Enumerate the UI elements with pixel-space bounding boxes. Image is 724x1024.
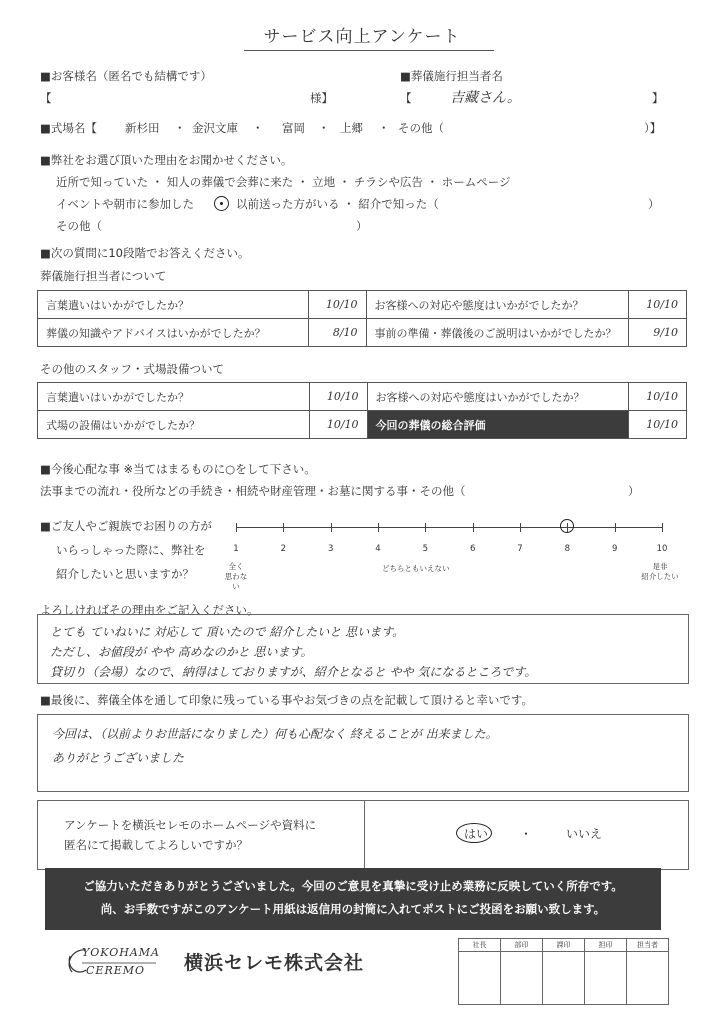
venue-option[interactable]: 金沢文庫 — [192, 121, 238, 135]
recommend-scale-line — [236, 527, 662, 528]
rating-row — [38, 383, 687, 411]
rating-question: お客様への対応や態度はいかがでしたか？ — [366, 291, 629, 319]
publish-consent-box — [37, 800, 689, 870]
rating-score[interactable]: 10/10 — [309, 411, 367, 439]
stamp-header: 部印 — [501, 939, 543, 952]
concerns-options[interactable]: 法事までの流れ・役所などの手続き・相続や財産管理・お墓に関する事・その他（ — [40, 484, 466, 498]
scale-number: 5 — [422, 544, 429, 554]
scale-tick[interactable] — [473, 523, 474, 532]
scale-tick[interactable] — [425, 523, 426, 532]
scale-low-label-line2: 思わない — [224, 572, 248, 591]
publish-separator: ・ — [520, 827, 533, 841]
stamp-cell[interactable] — [501, 952, 543, 1005]
rating-question: 言葉遣いはいかがでしたか？ — [38, 291, 309, 319]
rating-intro: ■次の質問に10段階でお答えください。 — [40, 246, 250, 260]
selected-scale-circle — [560, 519, 574, 533]
scale-tick[interactable] — [378, 523, 379, 532]
logo-line2: CEREMO — [86, 964, 146, 977]
staff-name-label: ■葬儀施行担当者名 — [400, 69, 503, 83]
scale-tick[interactable] — [283, 523, 284, 532]
stamp-header: 社長 — [459, 939, 501, 952]
recommend-question-line3: 紹介したいと思いますか？ — [56, 567, 194, 581]
thank-you-banner — [45, 868, 661, 930]
scale-tick[interactable] — [662, 523, 663, 532]
rating-score[interactable]: 8/10 — [308, 319, 366, 347]
rating-question: 葬儀の知識やアドバイスはいかがでしたか？ — [38, 319, 309, 347]
rating-score[interactable]: 10/10 — [629, 291, 687, 319]
venue-separator: ・ — [252, 121, 264, 135]
staff-section-heading: 葬儀施行担当者について — [40, 269, 167, 283]
scale-tick[interactable] — [331, 523, 332, 532]
staff-open-bracket: 【 — [400, 91, 412, 105]
banner-line1: ご協力いただきありがとうございました。今回のご意見を真摯に受け止め業務に反映していく所存です。 — [83, 879, 623, 893]
customer-open-bracket: 【 — [40, 91, 52, 105]
rating-question: お客様への対応や態度はいかがでしたか？ — [367, 383, 628, 411]
approval-stamp-table — [458, 938, 669, 1005]
recommend-question-line1: ■ご友人やご親族でお困りの方が — [40, 519, 212, 533]
publish-divider — [364, 801, 365, 869]
reason-label: ■弊社をお選び頂いた理由をお聞かせください。 — [40, 153, 293, 167]
scale-tick[interactable] — [520, 523, 521, 532]
other-rating-table — [37, 382, 687, 439]
rating-score[interactable]: 10/10 — [308, 291, 366, 319]
scale-number: 2 — [280, 544, 287, 554]
scale-number: 1 — [233, 544, 239, 554]
reason-options-line2[interactable]: 以前送った方がいる ・ 紹介で知った（ — [236, 197, 439, 211]
handwritten-line: とても ていねいに 対応して 頂いたので 紹介したいと 思います。 — [50, 625, 405, 639]
rating-score[interactable]: 9/10 — [629, 319, 687, 347]
handwritten-line: ありがとうございました — [52, 751, 185, 765]
venue-option[interactable]: 上郷 — [340, 121, 363, 135]
rating-question: 言葉遣いはいかがでしたか？ — [38, 383, 310, 411]
reason-other-close: ） — [356, 219, 368, 233]
stamp-header: 課印 — [543, 939, 585, 952]
stamp-cell[interactable] — [459, 952, 501, 1005]
publish-yes-option[interactable]: はい — [464, 827, 489, 841]
venue-other[interactable]: その他（ — [398, 121, 444, 135]
scale-high-label-line2: 紹介したい — [641, 572, 679, 581]
page-title: サービス向上アンケート — [263, 27, 461, 47]
reason-comment-box[interactable] — [37, 614, 689, 684]
venue-close: ）】 — [644, 121, 662, 135]
scale-low-label — [224, 562, 248, 592]
reason-options-line1[interactable]: 近所で知っていた ・ 知人の葬儀で会葬に来た ・ 立地 ・ チラシや広告 ・ ホームページ — [56, 175, 511, 189]
reason-comment-label: よろしければその理由をご記入ください。 — [40, 603, 259, 617]
handwritten-line: 貸切り（会場）なので、納得はしておりますが、紹介となると やや 気になるところです。 — [50, 665, 537, 679]
venue-separator: ・ — [174, 121, 186, 135]
venue-option[interactable]: 新杉田 — [125, 121, 160, 135]
company-logo — [64, 942, 160, 982]
concerns-label: ■今後心配な事 ※当てはまるものに○をして下さい。 — [40, 462, 316, 476]
scale-low-label-line1: 全く — [228, 562, 244, 571]
staff-name-value[interactable]: 吉藏さん。 — [450, 90, 521, 106]
scale-mid-label: どちらともいえない — [382, 564, 450, 573]
rating-score[interactable]: 10/10 — [309, 383, 367, 411]
customer-honorific: 様】 — [310, 91, 333, 105]
venue-label: ■式場名【 — [40, 121, 97, 135]
final-comment-label: ■最後に、葬儀全体を通して印象に残っている事やお気づきの点を記載して頂けると幸いです。 — [40, 693, 533, 707]
rating-question: 事前の準備・葬儀後のご説明はいかがでしたか？ — [366, 319, 629, 347]
reason-line2-close: ） — [648, 197, 660, 211]
publish-question-line1: アンケートを横浜セレモのホームページや資料に — [64, 818, 317, 832]
rating-score[interactable]: 10/10 — [628, 383, 686, 411]
scale-number: 4 — [375, 544, 381, 554]
scale-tick[interactable] — [236, 523, 237, 532]
banner-line2: 尚、お手数ですがこのアンケート用紙は返信用の封筒に入れてポストにご投函をお願い致します。 — [100, 902, 606, 916]
scale-number: 9 — [611, 544, 618, 554]
venue-separator: ・ — [378, 121, 390, 135]
reason-option-event[interactable]: イベントや朝市に参加した — [56, 197, 194, 211]
company-name: 横浜セレモ株式会社 — [184, 952, 365, 974]
scale-number: 10 — [656, 544, 668, 554]
stamp-cell[interactable] — [627, 952, 669, 1005]
publish-no-option[interactable]: いいえ — [566, 827, 603, 841]
selected-circle-dot — [220, 202, 223, 205]
venue-separator: ・ — [318, 121, 330, 135]
reason-other[interactable]: その他（ — [56, 219, 102, 233]
stamp-header: 担当者 — [627, 939, 669, 952]
concerns-close: ） — [628, 484, 640, 498]
stamp-cell[interactable] — [585, 952, 627, 1005]
rating-question: 式場の設備はいかがでしたか？ — [38, 411, 310, 439]
stamp-header: 担印 — [585, 939, 627, 952]
scale-number: 7 — [517, 544, 523, 554]
scale-high-label-line1: 是非 — [652, 562, 668, 571]
scale-number: 3 — [327, 544, 334, 554]
staff-close-bracket: 】 — [652, 91, 664, 105]
rating-row — [38, 411, 687, 439]
recommend-question-line2: いらっしゃった際に、弊社を — [56, 543, 206, 557]
overall-rating-label: 今回の葬儀の総合評価 — [367, 411, 628, 439]
rating-row — [38, 319, 687, 347]
rating-row — [38, 291, 687, 319]
scale-tick[interactable] — [615, 523, 616, 532]
other-section-heading: その他のスタッフ・式場設備ついて — [40, 362, 224, 376]
staff-rating-table — [37, 290, 687, 347]
venue-option[interactable]: 富岡 — [282, 121, 305, 135]
stamp-cell[interactable] — [543, 952, 585, 1005]
publish-question-line2: 匿名にて掲載してよろしいですか？ — [64, 838, 248, 852]
customer-name-label: ■お客様名（匿名でも結構です） — [40, 69, 212, 83]
scale-number: 8 — [564, 544, 571, 554]
handwritten-line: 今回は、（以前よりお世話になりました）何も心配なく 終えることが 出来ました。 — [52, 727, 498, 741]
handwritten-line: ただし、お値段が やや 高めなのかと 思います。 — [50, 645, 313, 659]
scale-high-label — [640, 562, 680, 582]
overall-rating-score[interactable]: 10/10 — [628, 411, 686, 439]
scale-number: 6 — [469, 544, 476, 554]
logo-line1: YOKOHAMA — [82, 946, 160, 959]
final-comment-box[interactable] — [37, 714, 689, 792]
title-underline — [244, 50, 494, 51]
